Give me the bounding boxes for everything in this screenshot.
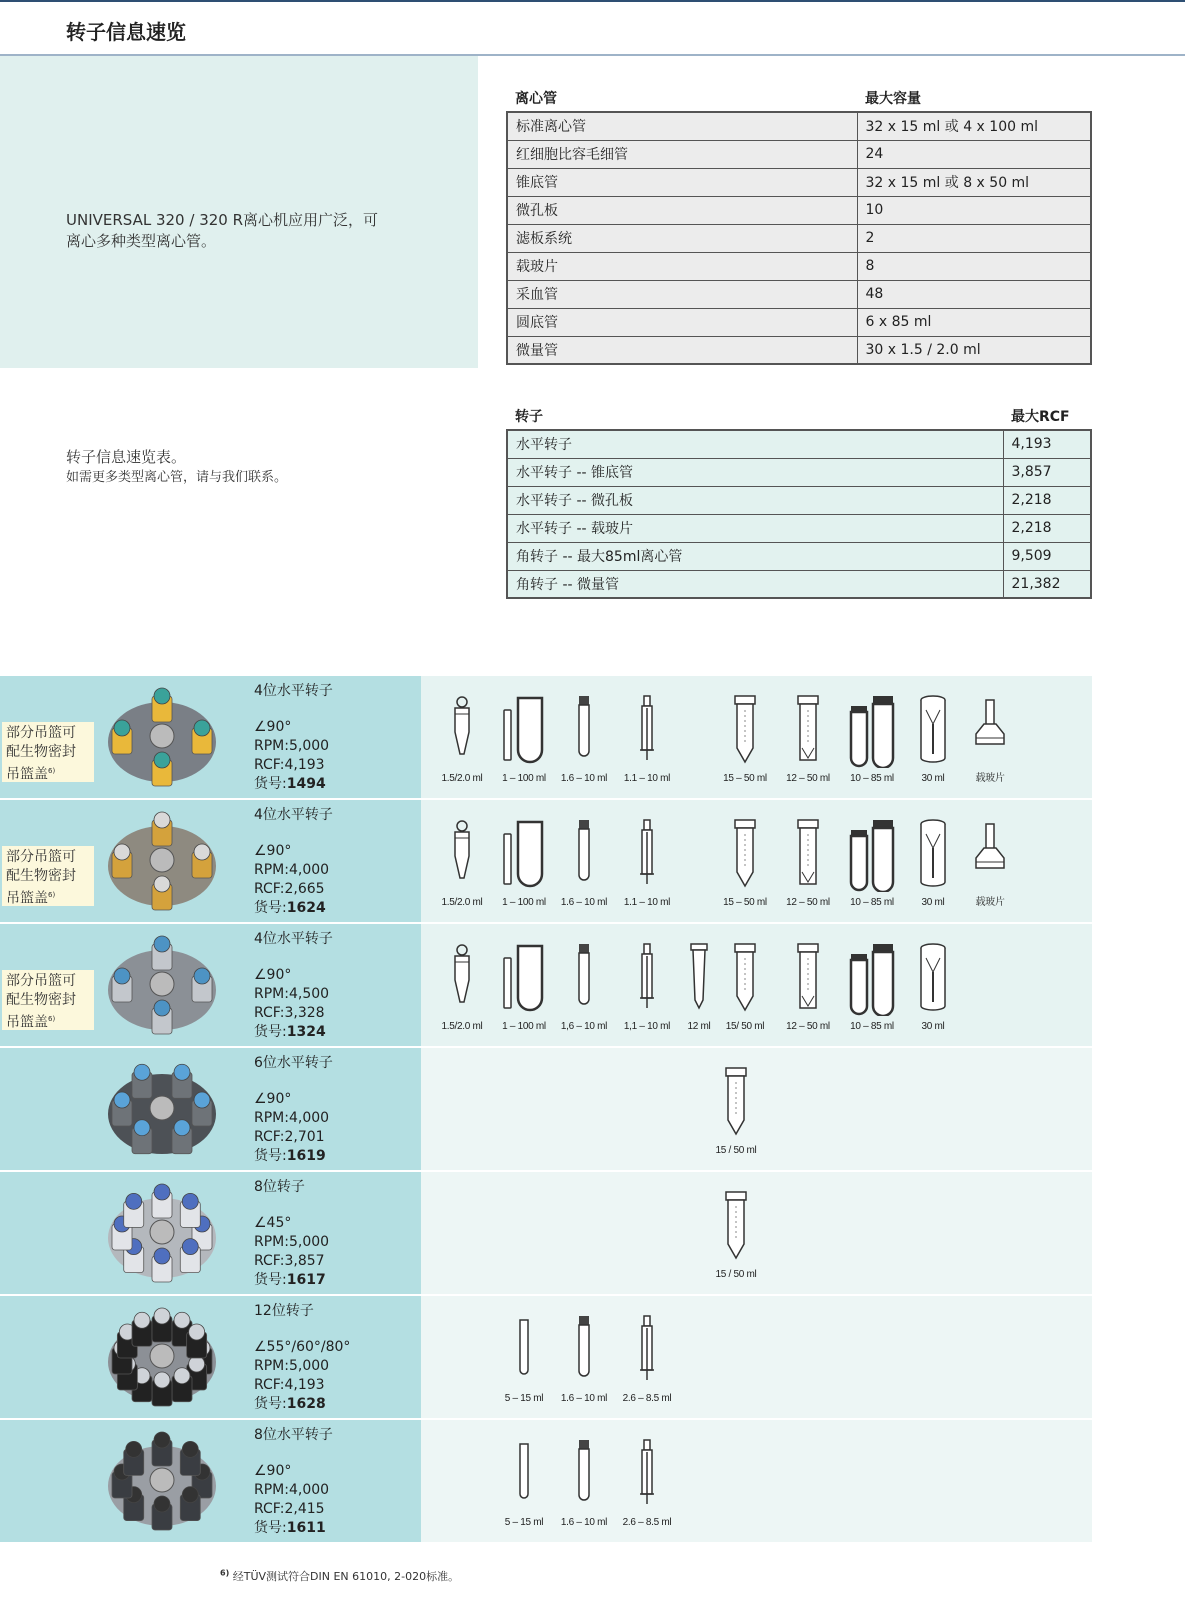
tube-caption: 2.6 – 8.5 ml — [622, 1517, 672, 1528]
rotor-row — [0, 676, 1092, 798]
tube-option — [839, 818, 905, 918]
tube-option — [712, 942, 778, 1042]
rotor-sku-number: 1628 — [286, 1396, 326, 1412]
tubes-capacity-table — [506, 88, 1092, 365]
rotor-rpm: RPM:5,000 — [254, 1234, 330, 1250]
tube-caption: 1.1 – 10 ml — [623, 897, 671, 908]
micro-tube-icon — [429, 942, 495, 1006]
table-cell-name: 微量管 — [507, 336, 857, 364]
table-cell-name: 水平转子 — [507, 430, 1003, 458]
badge-footnote-mark: 6) — [48, 1015, 56, 1023]
summary-text — [66, 446, 287, 488]
rotor-rcf: RCF:3,328 — [254, 1005, 325, 1021]
rotor-sku-label: 货号: — [254, 900, 287, 916]
micro-tube-icon — [429, 694, 495, 758]
rotor-image — [98, 802, 226, 918]
table-cell-name: 角转子 -- 最大85ml离心管 — [507, 542, 1003, 570]
table-cell-value: 48 — [857, 280, 1091, 308]
blood-tube-icon — [551, 1314, 617, 1378]
biosafety-badge — [2, 722, 94, 782]
tube-caption: 12 ml — [687, 1021, 711, 1032]
rotor-info-panel — [0, 800, 421, 922]
rotor-image — [98, 926, 226, 1042]
tube-option — [957, 694, 1023, 794]
compatible-tubes-panel — [421, 1296, 1092, 1418]
rotor-sku-number: 1494 — [286, 776, 326, 792]
rotor-rpm: RPM:4,500 — [254, 986, 330, 1002]
rotor-list — [0, 676, 1092, 1544]
tube-caption: 10 – 85 ml — [850, 1021, 894, 1032]
tube-caption: 15/ 50 ml — [725, 1021, 765, 1032]
conical-tube-icon — [703, 1066, 769, 1138]
table-row — [507, 224, 1091, 252]
tube-caption: 1.6 – 10 ml — [560, 1393, 608, 1404]
table-row — [507, 336, 1091, 364]
table-row — [507, 458, 1091, 486]
syringe-icon — [614, 1314, 680, 1384]
rotor-info-panel — [0, 924, 421, 1046]
rotor-image — [98, 678, 226, 794]
rotor-rpm: RPM:5,000 — [254, 738, 330, 754]
table-cell-value: 24 — [857, 140, 1091, 168]
tube-option — [429, 694, 495, 794]
tube-option — [429, 942, 495, 1042]
tube-list — [421, 1048, 1092, 1170]
table-cell-value: 9,509 — [1003, 542, 1091, 570]
table-row — [507, 140, 1091, 168]
badge-line-text: 吊篮盖 — [6, 766, 48, 783]
tube-option — [551, 1438, 617, 1538]
table-cell-value: 32 x 15 ml 或 4 x 100 ml — [857, 112, 1091, 140]
micro-tube-icon — [429, 818, 495, 882]
tube-caption: 12 – 50 ml — [786, 897, 830, 908]
rotor-row — [0, 1048, 1092, 1170]
rotor-angle: ∠90° — [254, 719, 292, 735]
tube-option — [614, 1438, 680, 1538]
rotor-row — [0, 1172, 1092, 1294]
rotor-rcf: RCF:2,665 — [254, 881, 325, 897]
page-header — [0, 0, 1185, 56]
biosafety-badge — [2, 970, 94, 1030]
tube-option — [703, 1066, 769, 1166]
table-cell-name: 采血管 — [507, 280, 857, 308]
conical-tube-icon — [712, 818, 778, 890]
rotor-rcf: RCF:2,701 — [254, 1129, 325, 1145]
rotor-row — [0, 1420, 1092, 1542]
tube-caption: 15 – 50 ml — [723, 773, 767, 784]
table-cell-name: 水平转子 -- 载玻片 — [507, 514, 1003, 542]
rotor-rcf-table — [506, 406, 1092, 599]
blood-tube-icon — [551, 942, 617, 1006]
tube-caption: 30 ml — [921, 897, 945, 908]
badge-footnote-mark: 6) — [48, 767, 56, 775]
badge-line — [6, 972, 90, 991]
blood-tube-icon — [551, 818, 617, 882]
footnote — [220, 1568, 459, 1584]
tube-list — [421, 800, 1092, 922]
conical-skirt-icon — [775, 694, 841, 766]
page-title: 转子信息速览 — [66, 20, 186, 44]
rotor-sku — [254, 1023, 333, 1042]
compatible-tubes-panel — [421, 1172, 1092, 1294]
tube-option — [900, 942, 966, 1042]
table-row — [507, 252, 1091, 280]
tube-caption: 载玻片 — [975, 897, 1005, 908]
rotor-rcf: RCF:3,857 — [254, 1253, 325, 1269]
tube-option — [491, 818, 557, 918]
rotor-name: 6位水平转子 — [254, 1055, 333, 1071]
tube-caption: 1 – 100 ml — [502, 1021, 546, 1032]
rotor-rcf: RCF:4,193 — [254, 757, 325, 773]
rotor-sku — [254, 775, 333, 794]
badge-line — [6, 867, 90, 886]
tube-caption: 5 – 15 ml — [504, 1393, 544, 1404]
rotor-info-panel — [0, 1048, 421, 1170]
tube-caption: 1.6 – 10 ml — [560, 897, 608, 908]
table-cell-value: 2,218 — [1003, 486, 1091, 514]
table-cell-name: 水平转子 -- 锥底管 — [507, 458, 1003, 486]
table-row — [507, 486, 1091, 514]
conical-tube-icon — [712, 942, 778, 1014]
tube-caption: 10 – 85 ml — [850, 773, 894, 784]
table-cell-value: 32 x 15 ml 或 8 x 50 ml — [857, 168, 1091, 196]
badge-line — [6, 886, 90, 909]
syringe-icon — [614, 1438, 680, 1508]
tube-caption: 1,6 – 10 ml — [560, 1021, 608, 1032]
rotor-image — [98, 1298, 226, 1414]
compatible-tubes-panel — [421, 1048, 1092, 1170]
badge-line-text: 吊篮盖 — [6, 1014, 48, 1031]
rotor-rcf: RCF:4,193 — [254, 1377, 325, 1393]
tube-list — [421, 1296, 1092, 1418]
compatible-tubes-panel — [421, 800, 1092, 922]
rotor-sku — [254, 1271, 329, 1290]
tube-caption: 10 – 85 ml — [850, 897, 894, 908]
table-cell-value: 30 x 1.5 / 2.0 ml — [857, 336, 1091, 364]
double-tube-icon — [839, 942, 905, 1016]
tube-list — [421, 1172, 1092, 1294]
tube-list — [421, 676, 1092, 798]
tube-option — [491, 942, 557, 1042]
rotor-angle: ∠90° — [254, 967, 292, 983]
round-tubes-icon — [491, 694, 557, 764]
rotor-info-panel — [0, 1172, 421, 1294]
rotor-name: 8位转子 — [254, 1179, 305, 1195]
rotor-angle: ∠55°/60°/80° — [254, 1339, 351, 1355]
summary-line-1: 转子信息速览表。 — [66, 448, 187, 466]
table-row — [507, 542, 1091, 570]
table-cell-name: 标准离心管 — [507, 112, 857, 140]
plain-tube-icon — [491, 1314, 557, 1378]
tube-option — [491, 1314, 557, 1414]
tube-caption: 15 / 50 ml — [715, 1269, 757, 1280]
rotor-sku-label: 货号: — [254, 1148, 287, 1164]
table-row — [507, 430, 1091, 458]
badge-line — [6, 724, 90, 743]
table-cell-value: 3,857 — [1003, 458, 1091, 486]
table-cell-name: 角转子 -- 微量管 — [507, 570, 1003, 598]
syringe-icon — [614, 694, 680, 764]
double-tube-icon — [839, 818, 905, 892]
table-cell-value: 2 — [857, 224, 1091, 252]
rotor-image — [98, 1174, 226, 1290]
blood-tube-icon — [551, 1438, 617, 1502]
tube-option — [703, 1190, 769, 1290]
tube-option — [712, 818, 778, 918]
table-cell-value: 8 — [857, 252, 1091, 280]
rotor-name: 4位水平转子 — [254, 931, 333, 947]
tube-caption: 1.5/2.0 ml — [441, 1021, 483, 1032]
tube-option — [551, 1314, 617, 1414]
table-row — [507, 514, 1091, 542]
compatible-tubes-panel — [421, 676, 1092, 798]
rotor-sku — [254, 1519, 333, 1538]
table-row — [507, 280, 1091, 308]
rotor-image — [98, 1050, 226, 1166]
tube-caption: 载玻片 — [975, 773, 1005, 784]
rotor-sku-number: 1624 — [286, 900, 326, 916]
footnote-mark: 6) — [220, 1568, 230, 1578]
tube-option — [491, 694, 557, 794]
intro-text: UNIVERSAL 320 / 320 R离心机应用广泛，可离心多种类型离心管。 — [66, 211, 379, 250]
footnote-text: 经TÜV测试符合DIN EN 61010, 2-020标准。 — [232, 1570, 460, 1583]
table-cell-name: 红细胞比容毛细管 — [507, 140, 857, 168]
tube-option — [429, 818, 495, 918]
table-row — [507, 196, 1091, 224]
tube-caption: 12 – 50 ml — [786, 1021, 830, 1032]
rotor-name: 12位转子 — [254, 1303, 314, 1319]
table-cell-name: 微孔板 — [507, 196, 857, 224]
rotor-specs — [254, 1054, 333, 1166]
rotor-sku-number: 1324 — [286, 1024, 326, 1040]
tube-option — [491, 1438, 557, 1538]
tube-option — [614, 818, 680, 918]
badge-line — [6, 848, 90, 867]
tube-list — [421, 924, 1092, 1046]
rotor-sku-label: 货号: — [254, 776, 287, 792]
badge-line — [6, 1010, 90, 1033]
tube-option — [551, 818, 617, 918]
conical-tube-icon — [703, 1190, 769, 1262]
tube-caption: 1 – 100 ml — [502, 773, 546, 784]
table-cell-value: 21,382 — [1003, 570, 1091, 598]
rotor-row — [0, 1296, 1092, 1418]
table-cell-name: 锥底管 — [507, 168, 857, 196]
tube-option — [551, 694, 617, 794]
double-tube-icon — [839, 694, 905, 768]
tube-caption: 2.6 – 8.5 ml — [622, 1393, 672, 1404]
rotor-sku — [254, 1395, 350, 1414]
syringe-icon — [614, 818, 680, 888]
rotor-specs — [254, 806, 333, 918]
table-cell-value: 6 x 85 ml — [857, 308, 1091, 336]
rotor-info-panel — [0, 1296, 421, 1418]
table-row — [507, 168, 1091, 196]
rotor-angle: ∠90° — [254, 1463, 292, 1479]
rotor-row — [0, 800, 1092, 922]
rotor-sku-number: 1611 — [286, 1520, 326, 1536]
tube-option — [839, 942, 905, 1042]
table-cell-value: 10 — [857, 196, 1091, 224]
tube-option — [614, 1314, 680, 1414]
tube-option — [839, 694, 905, 794]
conical-tube-icon — [712, 694, 778, 766]
badge-line-text: 部分吊篮可 — [6, 973, 76, 989]
rotor-rpm: RPM:4,000 — [254, 1110, 330, 1126]
table-cell-name: 圆底管 — [507, 308, 857, 336]
rotor-info-panel — [0, 1420, 421, 1542]
table-cell-name: 水平转子 -- 微孔板 — [507, 486, 1003, 514]
cylinder-icon — [900, 942, 966, 1014]
tube-caption: 30 ml — [921, 1021, 945, 1032]
badge-footnote-mark: 6) — [48, 891, 56, 899]
badge-line-text: 部分吊篮可 — [6, 849, 76, 865]
tube-caption: 1.6 – 10 ml — [560, 773, 608, 784]
badge-line — [6, 762, 90, 785]
badge-line-text: 配生物密封 — [6, 868, 76, 884]
table-row — [507, 570, 1091, 598]
tube-option — [614, 694, 680, 794]
rotor-info-panel — [0, 676, 421, 798]
rotor-name: 8位水平转子 — [254, 1427, 333, 1443]
tube-list — [421, 1420, 1092, 1542]
tube-caption: 1,1 – 10 ml — [623, 1021, 671, 1032]
column-header-rotor: 转子 — [515, 409, 543, 425]
rotor-specs — [254, 930, 333, 1042]
tube-caption: 1 – 100 ml — [502, 897, 546, 908]
table-row — [507, 308, 1091, 336]
rotor-specs — [254, 1426, 333, 1538]
rotor-sku-label: 货号: — [254, 1272, 287, 1288]
tube-option — [775, 818, 841, 918]
plain-tube-icon — [491, 1438, 557, 1502]
table-cell-value: 2,218 — [1003, 514, 1091, 542]
badge-line — [6, 991, 90, 1010]
tube-option — [957, 818, 1023, 918]
tube-caption: 1.5/2.0 ml — [441, 897, 483, 908]
rotor-rpm: RPM:4,000 — [254, 862, 330, 878]
intro-panel — [0, 56, 478, 368]
rotor-rcf: RCF:2,415 — [254, 1501, 325, 1517]
tube-caption: 30 ml — [921, 773, 945, 784]
rotor-name: 4位水平转子 — [254, 807, 333, 823]
rotor-name: 4位水平转子 — [254, 683, 333, 699]
rotor-angle: ∠90° — [254, 1091, 292, 1107]
badge-line-text: 吊篮盖 — [6, 890, 48, 907]
slide-holder-icon — [957, 694, 1023, 754]
rotor-sku-number: 1617 — [286, 1272, 326, 1288]
tube-option — [551, 942, 617, 1042]
rotor-sku-number: 1619 — [286, 1148, 326, 1164]
rotor-row — [0, 924, 1092, 1046]
rotor-image — [98, 1422, 226, 1538]
round-tubes-icon — [491, 942, 557, 1012]
rotor-sku-label: 货号: — [254, 1024, 287, 1040]
round-tubes-icon — [491, 818, 557, 888]
tube-caption: 12 – 50 ml — [786, 773, 830, 784]
badge-line — [6, 743, 90, 762]
rotor-rpm: RPM:4,000 — [254, 1482, 330, 1498]
biosafety-badge — [2, 846, 94, 906]
tube-caption: 15 – 50 ml — [723, 897, 767, 908]
rotor-sku-label: 货号: — [254, 1396, 287, 1412]
rotor-sku — [254, 899, 333, 918]
summary-line-2: 如需更多类型离心管，请与我们联系。 — [66, 470, 288, 485]
conical-skirt-icon — [775, 818, 841, 890]
column-header-capacity: 最大容量 — [865, 91, 921, 107]
slide-holder-icon — [957, 818, 1023, 878]
conical-skirt-icon — [775, 942, 841, 1014]
rotor-angle: ∠90° — [254, 843, 292, 859]
rotor-specs — [254, 682, 333, 794]
tube-option — [775, 942, 841, 1042]
tube-option — [775, 694, 841, 794]
table-cell-value: 4,193 — [1003, 430, 1091, 458]
rotor-sku — [254, 1147, 333, 1166]
table-cell-name: 滤板系统 — [507, 224, 857, 252]
table-row — [507, 112, 1091, 140]
rotor-angle: ∠45° — [254, 1215, 292, 1231]
tube-option — [712, 694, 778, 794]
rotor-rpm: RPM:5,000 — [254, 1358, 330, 1374]
column-header-tube: 离心管 — [515, 91, 557, 107]
badge-line-text: 配生物密封 — [6, 744, 76, 760]
tube-caption: 5 – 15 ml — [504, 1517, 544, 1528]
tube-caption: 1.5/2.0 ml — [441, 773, 483, 784]
tube-caption: 1.6 – 10 ml — [560, 1517, 608, 1528]
rotor-specs — [254, 1302, 350, 1414]
blood-tube-icon — [551, 694, 617, 758]
compatible-tubes-panel — [421, 924, 1092, 1046]
badge-line-text: 部分吊篮可 — [6, 725, 76, 741]
table-cell-name: 载玻片 — [507, 252, 857, 280]
column-header-max-rcf: 最大RCF — [1011, 409, 1070, 425]
rotor-specs — [254, 1178, 329, 1290]
compatible-tubes-panel — [421, 1420, 1092, 1542]
tube-caption: 1.1 – 10 ml — [623, 773, 671, 784]
rotor-sku-label: 货号: — [254, 1520, 287, 1536]
tube-caption: 15 / 50 ml — [715, 1145, 757, 1156]
badge-line-text: 配生物密封 — [6, 992, 76, 1008]
